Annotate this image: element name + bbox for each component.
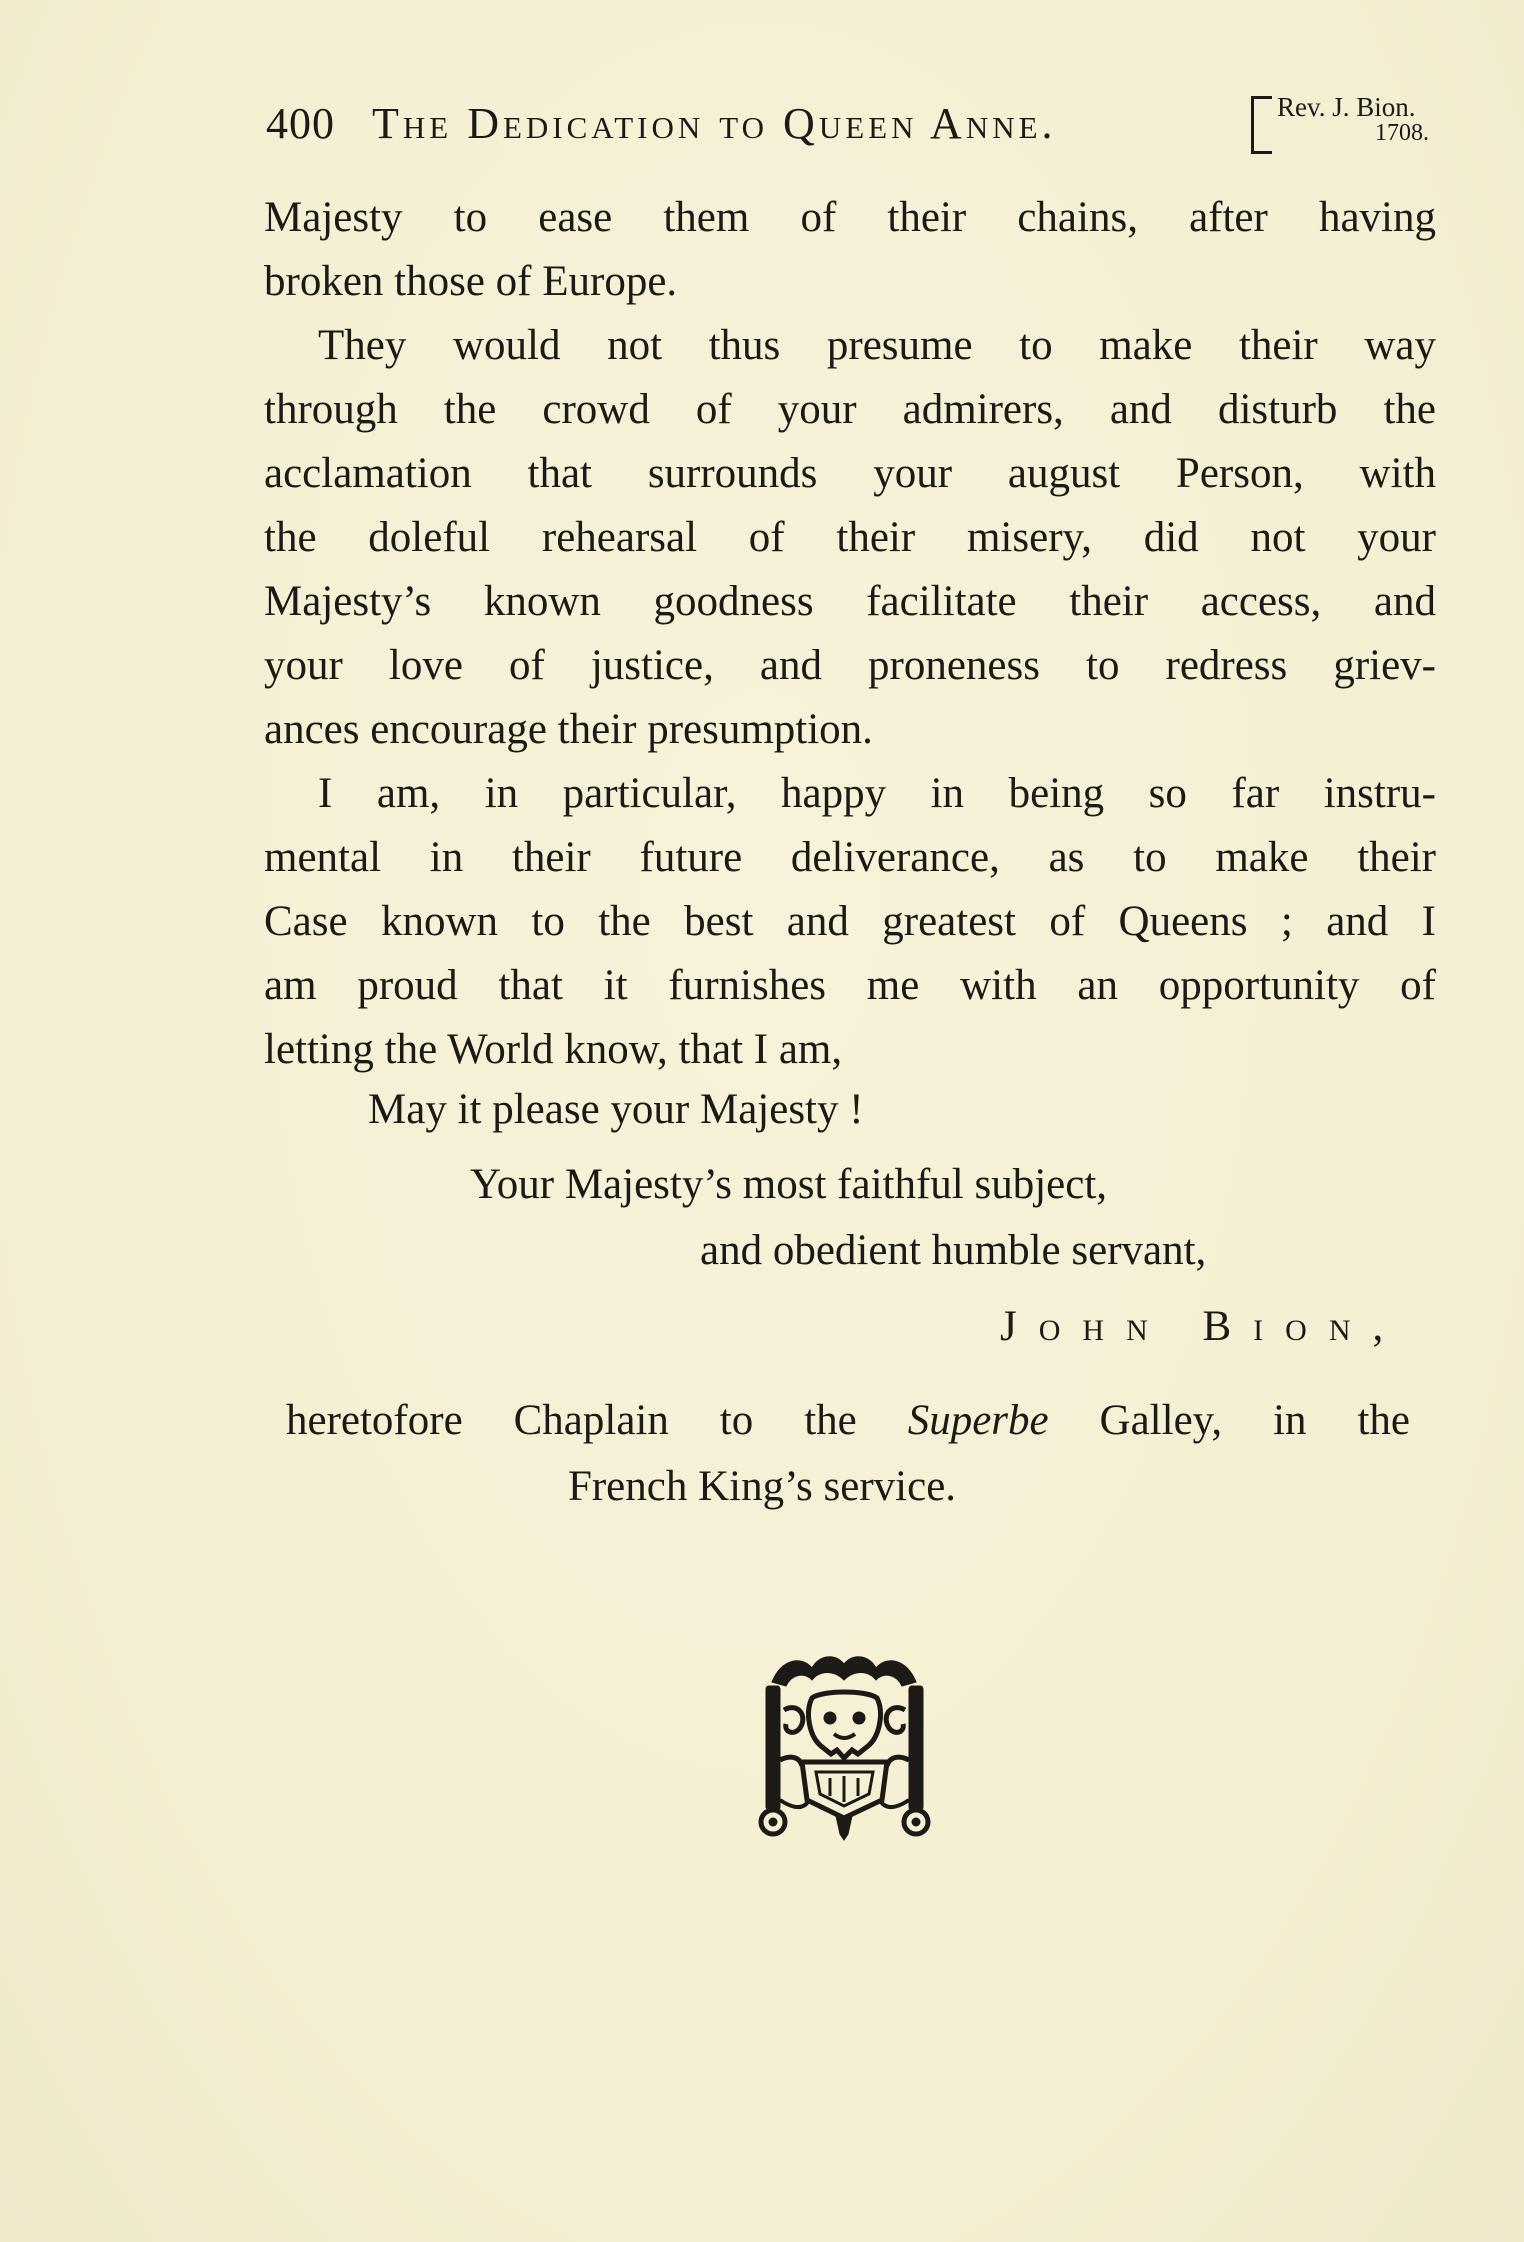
- text-line: Majesty’s known goodness facilitate their access, and: [264, 578, 1436, 625]
- subscription-line: and obedient humble servant,: [700, 1227, 1207, 1274]
- ship-name: Superbe: [907, 1397, 1049, 1444]
- text-line: I am, in particular, happy in being so far instru-: [318, 770, 1436, 817]
- running-head-title: The Dedication to Queen Anne.: [372, 99, 1057, 148]
- signatory-title: [286, 1396, 1410, 1445]
- text-line: broken those of Europe.: [264, 258, 678, 305]
- text-line: ances encourage their presumption.: [264, 706, 873, 753]
- signature: John Bion,: [1000, 1303, 1406, 1350]
- text-line: mental in their future deliverance, as to make their: [264, 834, 1436, 881]
- text-line: your love of justice, and proneness to redress griev-: [264, 642, 1436, 689]
- text-line: Case known to the best and greatest of Queens ; and I: [264, 898, 1436, 945]
- text-line: They would not thus presume to make their way: [318, 322, 1436, 369]
- bracket-icon: [1251, 96, 1272, 154]
- text-line: am proud that it furnishes me with an opportunity of: [264, 962, 1436, 1009]
- running-head: [266, 92, 1436, 162]
- text-line: acclamation that surrounds your august Person, with: [264, 450, 1436, 497]
- side-note-year: 1708.: [1375, 120, 1429, 146]
- decorative-tailpiece-ornament-icon: [752, 1650, 937, 1845]
- running-head-side-note: [1251, 92, 1441, 154]
- body-text: [264, 186, 1436, 1082]
- side-note-author: Rev. J. Bion.: [1277, 92, 1416, 122]
- text-line: letting the World know, that I am,: [264, 1026, 843, 1073]
- subscription-line: Your Majesty’s most faithful subject,: [470, 1161, 1108, 1208]
- text-line: the doleful rehearsal of their misery, did not your: [264, 514, 1436, 561]
- text-line: Majesty to ease them of their chains, after having: [264, 194, 1436, 241]
- signatory-title-post: Galley, in the: [1048, 1397, 1410, 1444]
- signatory-title-continued: French King’s service.: [567, 1463, 957, 1510]
- signatory-title-pre: heretofore Chaplain to the: [286, 1397, 908, 1444]
- text-line: through the crowd of your admirers, and disturb the: [264, 386, 1436, 433]
- page-number: 400: [266, 99, 335, 148]
- salutation: May it please your Majesty !: [368, 1086, 864, 1133]
